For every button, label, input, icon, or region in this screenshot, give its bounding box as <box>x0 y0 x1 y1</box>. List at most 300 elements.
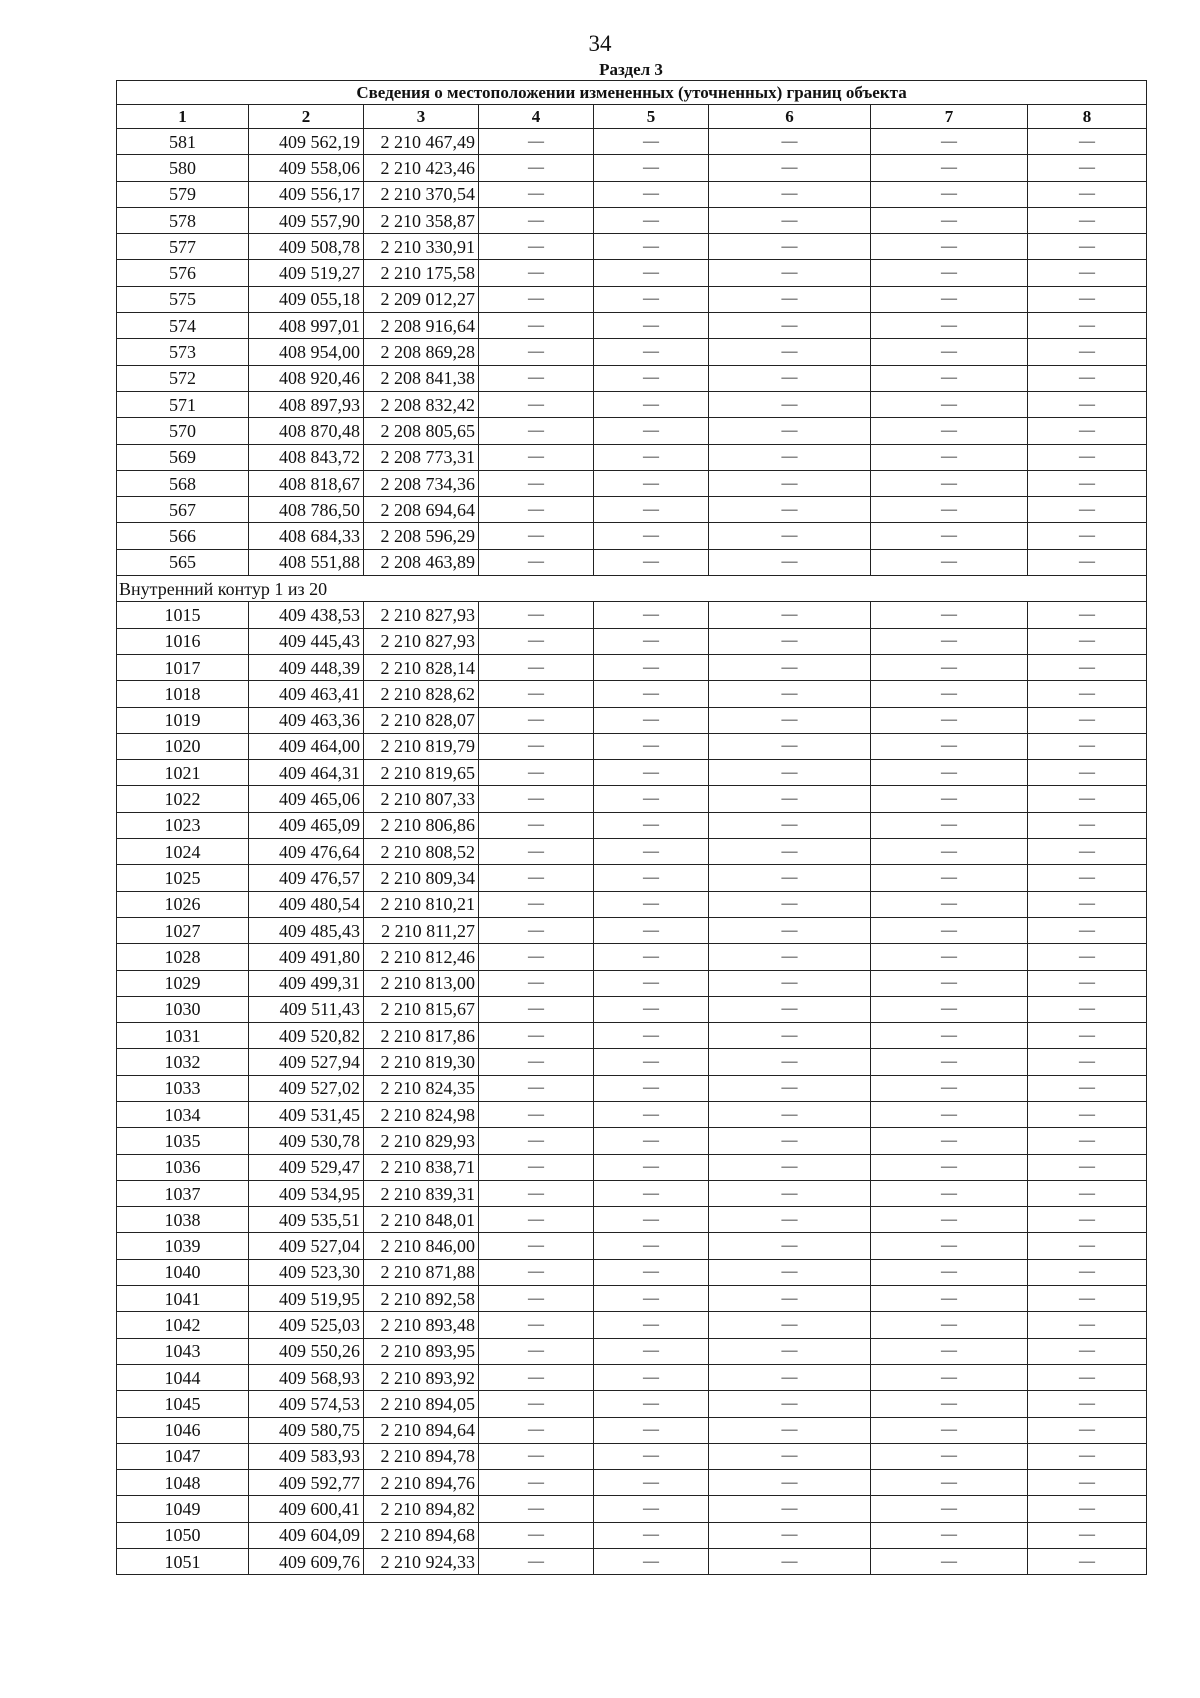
empty-value-cell-col6: — <box>709 1180 871 1206</box>
point-number-cell: 567 <box>117 497 249 523</box>
empty-value-cell-col6: — <box>709 681 871 707</box>
empty-value-cell-col7: — <box>871 1259 1028 1285</box>
y-coordinate-cell: 2 210 839,31 <box>364 1180 479 1206</box>
empty-value-cell-col4: — <box>479 497 594 523</box>
empty-value-cell-col4: — <box>479 260 594 286</box>
table-row <box>117 129 1147 155</box>
empty-value-cell-col4: — <box>479 286 594 312</box>
column-header-row <box>117 105 1147 129</box>
empty-value-cell-col4: — <box>479 549 594 575</box>
empty-value-cell-col5: — <box>594 865 709 891</box>
y-coordinate-cell: 2 208 694,64 <box>364 497 479 523</box>
empty-value-cell-col8: — <box>1028 365 1147 391</box>
point-number-cell: 1035 <box>117 1128 249 1154</box>
y-coordinate-cell: 2 210 827,93 <box>364 628 479 654</box>
empty-value-cell-col8: — <box>1028 1417 1147 1443</box>
empty-value-cell-col4: — <box>479 917 594 943</box>
empty-value-cell-col4: — <box>479 1049 594 1075</box>
empty-value-cell-col6: — <box>709 497 871 523</box>
empty-value-cell-col4: — <box>479 234 594 260</box>
x-coordinate-cell: 409 445,43 <box>249 628 364 654</box>
empty-value-cell-col5: — <box>594 1286 709 1312</box>
y-coordinate-cell: 2 208 805,65 <box>364 418 479 444</box>
y-coordinate-cell: 2 210 819,65 <box>364 760 479 786</box>
empty-value-cell-col8: — <box>1028 1364 1147 1390</box>
empty-value-cell-col8: — <box>1028 286 1147 312</box>
empty-value-cell-col8: — <box>1028 207 1147 233</box>
empty-value-cell-col5: — <box>594 917 709 943</box>
empty-value-cell-col5: — <box>594 786 709 812</box>
empty-value-cell-col5: — <box>594 260 709 286</box>
empty-value-cell-col5: — <box>594 628 709 654</box>
empty-value-cell-col7: — <box>871 1154 1028 1180</box>
empty-value-cell-col7: — <box>871 891 1028 917</box>
x-coordinate-cell: 408 818,67 <box>249 470 364 496</box>
empty-value-cell-col8: — <box>1028 1286 1147 1312</box>
empty-value-cell-col7: — <box>871 996 1028 1022</box>
x-coordinate-cell: 409 055,18 <box>249 286 364 312</box>
x-coordinate-cell: 409 604,09 <box>249 1522 364 1548</box>
table-row <box>117 681 1147 707</box>
empty-value-cell-col8: — <box>1028 1496 1147 1522</box>
empty-value-cell-col8: — <box>1028 1101 1147 1127</box>
empty-value-cell-col5: — <box>594 654 709 680</box>
empty-value-cell-col8: — <box>1028 1259 1147 1285</box>
empty-value-cell-col6: — <box>709 391 871 417</box>
empty-value-cell-col7: — <box>871 1286 1028 1312</box>
empty-value-cell-col7: — <box>871 365 1028 391</box>
empty-value-cell-col6: — <box>709 1496 871 1522</box>
empty-value-cell-col5: — <box>594 1417 709 1443</box>
empty-value-cell-col4: — <box>479 628 594 654</box>
y-coordinate-cell: 2 210 924,33 <box>364 1549 479 1575</box>
empty-value-cell-col5: — <box>594 760 709 786</box>
table-row <box>117 654 1147 680</box>
y-coordinate-cell: 2 210 813,00 <box>364 970 479 996</box>
empty-value-cell-col5: — <box>594 1549 709 1575</box>
empty-value-cell-col8: — <box>1028 1443 1147 1469</box>
empty-value-cell-col5: — <box>594 733 709 759</box>
empty-value-cell-col7: — <box>871 681 1028 707</box>
empty-value-cell-col7: — <box>871 1075 1028 1101</box>
point-number-cell: 1044 <box>117 1364 249 1390</box>
empty-value-cell-col5: — <box>594 470 709 496</box>
y-coordinate-cell: 2 208 832,42 <box>364 391 479 417</box>
empty-value-cell-col5: — <box>594 1391 709 1417</box>
empty-value-cell-col7: — <box>871 1417 1028 1443</box>
empty-value-cell-col4: — <box>479 760 594 786</box>
empty-value-cell-col6: — <box>709 129 871 155</box>
empty-value-cell-col5: — <box>594 129 709 155</box>
x-coordinate-cell: 408 843,72 <box>249 444 364 470</box>
empty-value-cell-col6: — <box>709 339 871 365</box>
point-number-cell: 1032 <box>117 1049 249 1075</box>
empty-value-cell-col6: — <box>709 1154 871 1180</box>
x-coordinate-cell: 409 508,78 <box>249 234 364 260</box>
empty-value-cell-col6: — <box>709 418 871 444</box>
empty-value-cell-col7: — <box>871 470 1028 496</box>
empty-value-cell-col4: — <box>479 1128 594 1154</box>
contour-label-row <box>117 576 1147 602</box>
x-coordinate-cell: 409 499,31 <box>249 970 364 996</box>
empty-value-cell-col8: — <box>1028 470 1147 496</box>
empty-value-cell-col8: — <box>1028 970 1147 996</box>
point-number-cell: 572 <box>117 365 249 391</box>
x-coordinate-cell: 409 527,04 <box>249 1233 364 1259</box>
empty-value-cell-col6: — <box>709 891 871 917</box>
y-coordinate-cell: 2 210 846,00 <box>364 1233 479 1259</box>
point-number-cell: 1046 <box>117 1417 249 1443</box>
x-coordinate-cell: 409 568,93 <box>249 1364 364 1390</box>
x-coordinate-cell: 409 531,45 <box>249 1101 364 1127</box>
empty-value-cell-col4: — <box>479 681 594 707</box>
empty-value-cell-col7: — <box>871 707 1028 733</box>
point-number-cell: 581 <box>117 129 249 155</box>
empty-value-cell-col4: — <box>479 970 594 996</box>
empty-value-cell-col6: — <box>709 1312 871 1338</box>
point-number-cell: 1027 <box>117 917 249 943</box>
y-coordinate-cell: 2 210 828,62 <box>364 681 479 707</box>
y-coordinate-cell: 2 208 916,64 <box>364 313 479 339</box>
empty-value-cell-col6: — <box>709 523 871 549</box>
empty-value-cell-col6: — <box>709 470 871 496</box>
table-row <box>117 207 1147 233</box>
empty-value-cell-col6: — <box>709 1128 871 1154</box>
y-coordinate-cell: 2 210 358,87 <box>364 207 479 233</box>
y-coordinate-cell: 2 210 894,76 <box>364 1470 479 1496</box>
empty-value-cell-col7: — <box>871 155 1028 181</box>
table-body <box>117 129 1147 1575</box>
empty-value-cell-col5: — <box>594 1207 709 1233</box>
empty-value-cell-col7: — <box>871 234 1028 260</box>
empty-value-cell-col7: — <box>871 1101 1028 1127</box>
y-coordinate-cell: 2 210 893,92 <box>364 1364 479 1390</box>
table-row <box>117 1338 1147 1364</box>
empty-value-cell-col5: — <box>594 444 709 470</box>
table-row <box>117 1101 1147 1127</box>
empty-value-cell-col4: — <box>479 865 594 891</box>
empty-value-cell-col7: — <box>871 1522 1028 1548</box>
x-coordinate-cell: 409 519,95 <box>249 1286 364 1312</box>
table-row <box>117 339 1147 365</box>
y-coordinate-cell: 2 210 829,93 <box>364 1128 479 1154</box>
empty-value-cell-col4: — <box>479 654 594 680</box>
empty-value-cell-col7: — <box>871 1207 1028 1233</box>
empty-value-cell-col7: — <box>871 1391 1028 1417</box>
y-coordinate-cell: 2 210 819,30 <box>364 1049 479 1075</box>
table-row <box>117 444 1147 470</box>
empty-value-cell-col5: — <box>594 391 709 417</box>
empty-value-cell-col6: — <box>709 1364 871 1390</box>
empty-value-cell-col5: — <box>594 812 709 838</box>
column-header-7: 7 <box>871 105 1028 129</box>
point-number-cell: 1024 <box>117 839 249 865</box>
x-coordinate-cell: 409 463,36 <box>249 707 364 733</box>
y-coordinate-cell: 2 210 828,07 <box>364 707 479 733</box>
empty-value-cell-col7: — <box>871 654 1028 680</box>
empty-value-cell-col7: — <box>871 733 1028 759</box>
point-number-cell: 575 <box>117 286 249 312</box>
y-coordinate-cell: 2 210 894,78 <box>364 1443 479 1469</box>
y-coordinate-cell: 2 210 824,98 <box>364 1101 479 1127</box>
y-coordinate-cell: 2 208 869,28 <box>364 339 479 365</box>
empty-value-cell-col4: — <box>479 1154 594 1180</box>
empty-value-cell-col7: — <box>871 1023 1028 1049</box>
table-row <box>117 812 1147 838</box>
x-coordinate-cell: 409 558,06 <box>249 155 364 181</box>
table-row <box>117 786 1147 812</box>
empty-value-cell-col6: — <box>709 1443 871 1469</box>
x-coordinate-cell: 409 520,82 <box>249 1023 364 1049</box>
y-coordinate-cell: 2 208 596,29 <box>364 523 479 549</box>
point-number-cell: 571 <box>117 391 249 417</box>
empty-value-cell-col6: — <box>709 760 871 786</box>
x-coordinate-cell: 409 511,43 <box>249 996 364 1022</box>
empty-value-cell-col4: — <box>479 602 594 628</box>
empty-value-cell-col7: — <box>871 786 1028 812</box>
point-number-cell: 1028 <box>117 944 249 970</box>
empty-value-cell-col8: — <box>1028 1391 1147 1417</box>
empty-value-cell-col6: — <box>709 181 871 207</box>
empty-value-cell-col5: — <box>594 1075 709 1101</box>
empty-value-cell-col6: — <box>709 1549 871 1575</box>
empty-value-cell-col7: — <box>871 970 1028 996</box>
empty-value-cell-col6: — <box>709 970 871 996</box>
table-row <box>117 1470 1147 1496</box>
empty-value-cell-col5: — <box>594 1496 709 1522</box>
table-row <box>117 1312 1147 1338</box>
empty-value-cell-col8: — <box>1028 1049 1147 1075</box>
empty-value-cell-col4: — <box>479 155 594 181</box>
empty-value-cell-col8: — <box>1028 418 1147 444</box>
point-number-cell: 1033 <box>117 1075 249 1101</box>
column-header-1: 1 <box>117 105 249 129</box>
table-row <box>117 470 1147 496</box>
table-row <box>117 760 1147 786</box>
empty-value-cell-col4: — <box>479 181 594 207</box>
empty-value-cell-col5: — <box>594 996 709 1022</box>
empty-value-cell-col6: — <box>709 944 871 970</box>
empty-value-cell-col6: — <box>709 1470 871 1496</box>
x-coordinate-cell: 409 465,06 <box>249 786 364 812</box>
empty-value-cell-col6: — <box>709 286 871 312</box>
point-number-cell: 1023 <box>117 812 249 838</box>
empty-value-cell-col4: — <box>479 1470 594 1496</box>
empty-value-cell-col5: — <box>594 839 709 865</box>
point-number-cell: 578 <box>117 207 249 233</box>
x-coordinate-cell: 409 438,53 <box>249 602 364 628</box>
y-coordinate-cell: 2 210 811,27 <box>364 917 479 943</box>
column-header-8: 8 <box>1028 105 1147 129</box>
empty-value-cell-col5: — <box>594 1101 709 1127</box>
empty-value-cell-col7: — <box>871 444 1028 470</box>
y-coordinate-cell: 2 210 828,14 <box>364 654 479 680</box>
column-header-4: 4 <box>479 105 594 129</box>
point-number-cell: 1040 <box>117 1259 249 1285</box>
empty-value-cell-col6: — <box>709 865 871 891</box>
point-number-cell: 1036 <box>117 1154 249 1180</box>
empty-value-cell-col5: — <box>594 497 709 523</box>
empty-value-cell-col6: — <box>709 260 871 286</box>
empty-value-cell-col8: — <box>1028 129 1147 155</box>
table-row <box>117 1522 1147 1548</box>
point-number-cell: 1042 <box>117 1312 249 1338</box>
point-number-cell: 1017 <box>117 654 249 680</box>
y-coordinate-cell: 2 210 893,48 <box>364 1312 479 1338</box>
point-number-cell: 1043 <box>117 1338 249 1364</box>
table-row <box>117 1023 1147 1049</box>
x-coordinate-cell: 409 583,93 <box>249 1443 364 1469</box>
table-row <box>117 970 1147 996</box>
y-coordinate-cell: 2 210 812,46 <box>364 944 479 970</box>
table-row <box>117 1180 1147 1206</box>
table-row <box>117 944 1147 970</box>
empty-value-cell-col5: — <box>594 1470 709 1496</box>
x-coordinate-cell: 408 551,88 <box>249 549 364 575</box>
point-number-cell: 566 <box>117 523 249 549</box>
point-number-cell: 1025 <box>117 865 249 891</box>
empty-value-cell-col6: — <box>709 1522 871 1548</box>
y-coordinate-cell: 2 210 370,54 <box>364 181 479 207</box>
empty-value-cell-col7: — <box>871 339 1028 365</box>
point-number-cell: 573 <box>117 339 249 365</box>
empty-value-cell-col4: — <box>479 786 594 812</box>
empty-value-cell-col7: — <box>871 1180 1028 1206</box>
empty-value-cell-col5: — <box>594 313 709 339</box>
y-coordinate-cell: 2 210 806,86 <box>364 812 479 838</box>
empty-value-cell-col5: — <box>594 286 709 312</box>
empty-value-cell-col7: — <box>871 260 1028 286</box>
point-number-cell: 580 <box>117 155 249 181</box>
empty-value-cell-col4: — <box>479 1180 594 1206</box>
empty-value-cell-col5: — <box>594 1443 709 1469</box>
empty-value-cell-col6: — <box>709 1023 871 1049</box>
empty-value-cell-col5: — <box>594 1180 709 1206</box>
empty-value-cell-col6: — <box>709 654 871 680</box>
point-number-cell: 1039 <box>117 1233 249 1259</box>
empty-value-cell-col6: — <box>709 917 871 943</box>
column-header-3: 3 <box>364 105 479 129</box>
point-number-cell: 565 <box>117 549 249 575</box>
empty-value-cell-col7: — <box>871 313 1028 339</box>
empty-value-cell-col5: — <box>594 418 709 444</box>
empty-value-cell-col5: — <box>594 1338 709 1364</box>
y-coordinate-cell: 2 210 894,82 <box>364 1496 479 1522</box>
table-row <box>117 602 1147 628</box>
y-coordinate-cell: 2 210 175,58 <box>364 260 479 286</box>
empty-value-cell-col7: — <box>871 1549 1028 1575</box>
x-coordinate-cell: 409 491,80 <box>249 944 364 970</box>
point-number-cell: 579 <box>117 181 249 207</box>
x-coordinate-cell: 409 476,57 <box>249 865 364 891</box>
empty-value-cell-col4: — <box>479 523 594 549</box>
empty-value-cell-col5: — <box>594 1154 709 1180</box>
y-coordinate-cell: 2 210 838,71 <box>364 1154 479 1180</box>
empty-value-cell-col7: — <box>871 917 1028 943</box>
y-coordinate-cell: 2 210 807,33 <box>364 786 479 812</box>
point-number-cell: 1034 <box>117 1101 249 1127</box>
empty-value-cell-col4: — <box>479 733 594 759</box>
table-row <box>117 313 1147 339</box>
y-coordinate-cell: 2 210 808,52 <box>364 839 479 865</box>
empty-value-cell-col8: — <box>1028 549 1147 575</box>
point-number-cell: 574 <box>117 313 249 339</box>
y-coordinate-cell: 2 210 815,67 <box>364 996 479 1022</box>
empty-value-cell-col4: — <box>479 444 594 470</box>
empty-value-cell-col8: — <box>1028 313 1147 339</box>
empty-value-cell-col7: — <box>871 760 1028 786</box>
x-coordinate-cell: 409 480,54 <box>249 891 364 917</box>
empty-value-cell-col4: — <box>479 365 594 391</box>
empty-value-cell-col7: — <box>871 1338 1028 1364</box>
point-number-cell: 1037 <box>117 1180 249 1206</box>
x-coordinate-cell: 408 897,93 <box>249 391 364 417</box>
empty-value-cell-col8: — <box>1028 1180 1147 1206</box>
y-coordinate-cell: 2 210 871,88 <box>364 1259 479 1285</box>
empty-value-cell-col6: — <box>709 707 871 733</box>
empty-value-cell-col7: — <box>871 1049 1028 1075</box>
table-row <box>117 1075 1147 1101</box>
empty-value-cell-col7: — <box>871 1443 1028 1469</box>
empty-value-cell-col4: — <box>479 1338 594 1364</box>
empty-value-cell-col6: — <box>709 628 871 654</box>
empty-value-cell-col4: — <box>479 1207 594 1233</box>
empty-value-cell-col5: — <box>594 1233 709 1259</box>
coordinates-table <box>116 80 1147 1575</box>
table-row <box>117 1233 1147 1259</box>
point-number-cell: 1031 <box>117 1023 249 1049</box>
empty-value-cell-col8: — <box>1028 996 1147 1022</box>
y-coordinate-cell: 2 210 848,01 <box>364 1207 479 1233</box>
point-number-cell: 1045 <box>117 1391 249 1417</box>
y-coordinate-cell: 2 209 012,27 <box>364 286 479 312</box>
empty-value-cell-col8: — <box>1028 839 1147 865</box>
empty-value-cell-col5: — <box>594 602 709 628</box>
table-row <box>117 628 1147 654</box>
empty-value-cell-col8: — <box>1028 339 1147 365</box>
y-coordinate-cell: 2 210 894,64 <box>364 1417 479 1443</box>
empty-value-cell-col7: — <box>871 839 1028 865</box>
point-number-cell: 570 <box>117 418 249 444</box>
empty-value-cell-col6: — <box>709 786 871 812</box>
empty-value-cell-col5: — <box>594 181 709 207</box>
empty-value-cell-col6: — <box>709 996 871 1022</box>
x-coordinate-cell: 409 523,30 <box>249 1259 364 1285</box>
table-row <box>117 1286 1147 1312</box>
y-coordinate-cell: 2 210 810,21 <box>364 891 479 917</box>
x-coordinate-cell: 408 786,50 <box>249 497 364 523</box>
empty-value-cell-col5: — <box>594 1522 709 1548</box>
empty-value-cell-col8: — <box>1028 865 1147 891</box>
point-number-cell: 568 <box>117 470 249 496</box>
empty-value-cell-col7: — <box>871 549 1028 575</box>
empty-value-cell-col6: — <box>709 1101 871 1127</box>
empty-value-cell-col5: — <box>594 681 709 707</box>
x-coordinate-cell: 409 592,77 <box>249 1470 364 1496</box>
table-row <box>117 917 1147 943</box>
empty-value-cell-col8: — <box>1028 628 1147 654</box>
empty-value-cell-col8: — <box>1028 786 1147 812</box>
empty-value-cell-col8: — <box>1028 917 1147 943</box>
empty-value-cell-col8: — <box>1028 760 1147 786</box>
y-coordinate-cell: 2 210 817,86 <box>364 1023 479 1049</box>
empty-value-cell-col8: — <box>1028 234 1147 260</box>
point-number-cell: 1020 <box>117 733 249 759</box>
point-number-cell: 1026 <box>117 891 249 917</box>
point-number-cell: 1049 <box>117 1496 249 1522</box>
empty-value-cell-col4: — <box>479 1443 594 1469</box>
x-coordinate-cell: 409 600,41 <box>249 1496 364 1522</box>
